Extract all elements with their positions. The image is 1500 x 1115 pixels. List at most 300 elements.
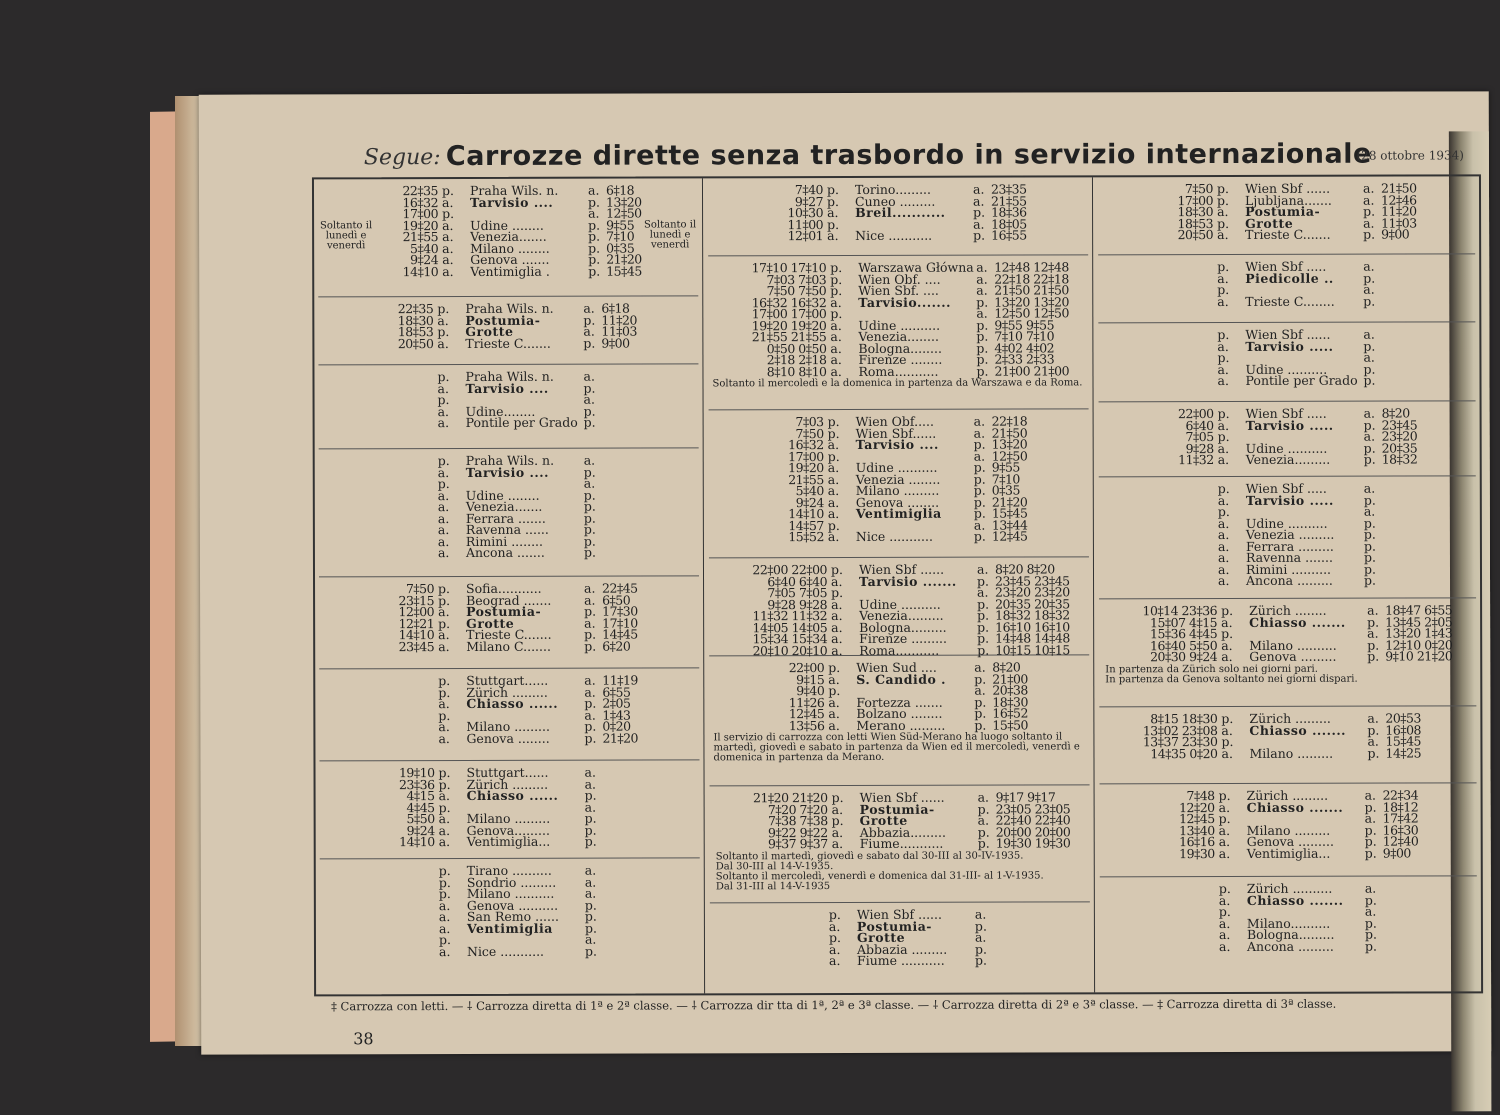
station-name: Tarvisio.......: [858, 294, 951, 310]
direction-marker: a.: [831, 836, 844, 852]
return-time: 12‡10 0‡20: [1385, 636, 1453, 653]
direction-marker: p.: [827, 517, 840, 533]
return-marker: p.: [976, 294, 989, 310]
direction-marker: p.: [830, 271, 843, 287]
station-name: Bologna.........: [859, 619, 947, 635]
return-marker: p.: [583, 498, 596, 514]
return-marker: a.: [976, 282, 988, 298]
service-days-note: Soltanto il lunedì e venerdì: [644, 219, 697, 251]
direction-marker: a.: [438, 719, 450, 735]
train-block: [319, 668, 699, 761]
station-name: Zürich ........: [1249, 602, 1327, 618]
station-name: Beograd .......: [466, 592, 552, 608]
timetable-row: [319, 414, 699, 431]
station-name: Genova ........: [855, 494, 940, 510]
departure-time: 23‡45: [398, 638, 435, 654]
return-time: 6‡18: [601, 300, 630, 316]
departure-time: 9‡27: [794, 193, 824, 209]
departure-time: 14‡05 14‡05: [752, 619, 828, 635]
return-time: 13‡20 1‡43: [1385, 625, 1453, 641]
departure-time: 19‡10: [398, 765, 435, 781]
return-time: 6‡55: [602, 684, 631, 700]
station-name: Udine ..........: [859, 596, 941, 612]
timetable-row: [318, 265, 698, 277]
return-time: 21‡20: [606, 251, 642, 267]
timetable-row: [319, 466, 699, 478]
direction-marker: p.: [438, 776, 451, 792]
departure-time: 5‡40: [410, 240, 439, 256]
return-marker: a.: [584, 799, 597, 815]
direction-marker: p.: [1217, 428, 1230, 445]
direction-marker: a.: [437, 335, 449, 351]
train-block: [319, 760, 699, 859]
direction-marker: p.: [438, 673, 451, 689]
return-marker: p.: [1363, 492, 1376, 508]
direction-marker: a.: [831, 596, 843, 612]
departure-time: 11‡32 11‡32: [752, 608, 828, 624]
return-time: 12‡45: [991, 528, 1028, 544]
return-time: 12‡40: [1382, 833, 1419, 849]
departure-time: 16‡32 16‡32: [751, 294, 827, 310]
direction-marker: a.: [438, 811, 451, 827]
station-name: Tarvisio .....: [1245, 338, 1334, 354]
return-time: 8‡20: [992, 659, 1021, 675]
direction-marker: a.: [437, 522, 450, 538]
station-name: S. Candido .: [856, 671, 946, 687]
direction-marker: p.: [828, 907, 841, 923]
return-marker: p.: [1363, 270, 1376, 286]
return-time: 9‡00: [1382, 845, 1411, 861]
return-marker: a.: [587, 182, 600, 198]
return-marker: p.: [1363, 561, 1376, 577]
return-time: 21‡20: [602, 730, 639, 746]
timetable-row: [1100, 894, 1477, 906]
return-marker: p.: [584, 822, 597, 838]
return-time: 17‡30: [602, 603, 638, 619]
direction-marker: a.: [831, 824, 844, 840]
return-marker: p.: [584, 943, 597, 959]
return-time: 8‡20 8‡20: [994, 561, 1055, 577]
return-marker: p.: [1367, 614, 1380, 630]
timetable-row: [320, 945, 700, 957]
station-name: Venezia.......: [465, 498, 543, 514]
station-name: Bolzano ........: [856, 705, 943, 721]
return-marker: p.: [583, 487, 596, 503]
station-name: Venezia.......: [470, 228, 547, 244]
departure-time: 15‡52: [788, 529, 824, 545]
station-name: Milano .........: [855, 482, 940, 498]
station-name: Udine ........: [465, 487, 540, 503]
departure-time: 20‡10 20‡10: [752, 642, 828, 658]
direction-marker: p.: [830, 283, 843, 299]
return-marker: p.: [1364, 892, 1377, 908]
return-time: 15‡45: [1385, 733, 1422, 749]
station-name: Udine ..........: [858, 317, 941, 333]
departure-time: 18‡30: [1177, 204, 1214, 220]
direction-marker: p.: [1217, 480, 1230, 497]
direction-marker: p.: [442, 206, 455, 222]
station-name: Wien Sud ....: [856, 659, 937, 675]
station-name: Chiasso .......: [1249, 722, 1347, 738]
return-marker: a.: [584, 776, 597, 792]
return-marker: p.: [1363, 338, 1376, 354]
return-marker: p.: [974, 941, 987, 957]
return-time: 21‡00: [992, 671, 1028, 687]
direction-marker: p.: [1217, 258, 1230, 275]
return-marker: a.: [1363, 503, 1376, 519]
station-name: Ventimiglia: [855, 505, 942, 521]
return-marker: a.: [976, 271, 988, 287]
train-block: [709, 655, 1089, 786]
departure-time: 9‡24: [410, 252, 439, 268]
block-footnote: Soltanto il martedì, giovedì e sabato dal 30-III al 30-IV-1935.: [715, 850, 1024, 862]
direction-marker: a.: [437, 510, 450, 526]
direction-marker: p.: [1221, 625, 1234, 642]
return-marker: a.: [584, 684, 596, 700]
return-time: 18‡32: [1381, 451, 1418, 467]
departure-time: 16‡40 5‡50: [1150, 637, 1218, 653]
timetable-row: [1098, 372, 1475, 389]
station-name: Genova ..........: [466, 897, 559, 913]
train-block: [1100, 783, 1477, 877]
return-marker: a.: [584, 885, 597, 901]
direction-marker: p.: [437, 324, 450, 340]
direction-marker: a.: [828, 694, 840, 710]
departure-time: 8‡15 18‡30: [1150, 711, 1218, 727]
direction-marker: p.: [1217, 326, 1230, 343]
timetable-row: [708, 227, 1088, 244]
direction-marker: p.: [437, 392, 450, 408]
timetable-row: [1098, 295, 1475, 307]
departure-time: 10‡14 23‡36: [1142, 603, 1218, 619]
return-marker: p.: [1363, 451, 1376, 467]
departure-time: 13‡56: [788, 717, 825, 733]
direction-marker: a.: [1217, 549, 1230, 566]
direction-marker: p.: [1217, 215, 1230, 231]
direction-marker: p.: [830, 306, 843, 322]
departure-time: 6‡40: [1185, 417, 1214, 433]
timetable-column-1: [314, 178, 705, 994]
station-name: Tarvisio ....: [465, 464, 549, 480]
station-name: Praha Wils. n.: [465, 300, 554, 316]
return-marker: p.: [588, 217, 601, 233]
return-marker: a.: [976, 305, 988, 321]
station-name: Ljubljana.......: [1245, 192, 1332, 208]
return-marker: p.: [584, 626, 597, 642]
station-name: Milano .........: [466, 718, 550, 734]
return-marker: a.: [1367, 625, 1379, 641]
station-name: Wien Sbf ......: [1244, 180, 1331, 196]
return-marker: a.: [584, 592, 596, 608]
return-time: 22‡45: [602, 580, 638, 596]
direction-marker: a.: [831, 642, 843, 658]
station-name: Bologna.........: [1246, 926, 1335, 942]
direction-marker: a.: [830, 352, 842, 368]
return-marker: p.: [1364, 938, 1377, 954]
return-time: 14‡25: [1385, 744, 1422, 761]
timetable-row: [709, 719, 1089, 731]
direction-marker: a.: [1217, 270, 1229, 286]
departure-time: 11‡32: [1178, 452, 1214, 468]
return-marker: a.: [584, 931, 597, 947]
direction-marker: p.: [437, 476, 450, 492]
departure-time: 16‡16: [1179, 834, 1215, 850]
return-marker: a.: [973, 517, 986, 533]
direction-marker: a.: [437, 415, 450, 431]
direction-marker: p.: [438, 707, 451, 723]
return-time: 2‡33 2‡33: [994, 351, 1055, 367]
return-time: 16‡30: [1382, 822, 1419, 838]
station-name: Venezia .........: [1245, 526, 1335, 542]
return-marker: p.: [1363, 372, 1376, 388]
return-marker: a.: [973, 193, 985, 209]
return-time: 9‡55 9‡55: [994, 316, 1055, 333]
departure-time: 23‡36: [398, 776, 435, 792]
return-time: 9‡10 21‡20: [1385, 648, 1453, 664]
return-marker: a.: [1367, 602, 1379, 618]
timetable-row: [319, 732, 699, 744]
return-time: 20‡53: [1385, 710, 1421, 726]
direction-marker: a.: [1217, 417, 1230, 433]
direction-marker: a.: [1218, 833, 1231, 850]
return-marker: p.: [977, 824, 990, 840]
return-marker: p.: [976, 351, 989, 367]
return-time: 18‡12: [1382, 799, 1419, 815]
train-block: [709, 557, 1089, 656]
segue-label: Segue:: [363, 145, 441, 171]
timetable-row: [709, 641, 1089, 658]
station-name: Ventimiglia .: [470, 263, 550, 279]
direction-marker: a.: [831, 619, 843, 635]
return-marker: p.: [584, 787, 597, 803]
return-marker: a.: [1363, 281, 1375, 297]
departure-time: 15‡34 15‡34: [752, 631, 828, 647]
return-time: 23‡20: [1381, 428, 1418, 444]
direction-marker: a.: [1217, 361, 1229, 377]
return-marker: a.: [973, 425, 986, 441]
timetable-row: [708, 362, 1088, 379]
departure-time: 9‡28: [1185, 440, 1214, 456]
station-name: Zürich .........: [466, 684, 548, 700]
return-time: 22‡40 22‡40: [995, 812, 1071, 828]
return-marker: p.: [1364, 833, 1377, 849]
return-marker: a.: [974, 659, 986, 675]
timetable-row: [319, 544, 699, 561]
station-name: Grotte: [1245, 215, 1294, 231]
train-block: [1098, 322, 1475, 402]
return-marker: p.: [583, 380, 596, 396]
return-marker: p.: [977, 607, 990, 623]
direction-marker: a.: [831, 801, 844, 817]
return-time: 15‡45: [991, 505, 1028, 521]
return-marker: a.: [972, 181, 985, 197]
return-time: 16‡55: [991, 227, 1027, 243]
direction-marker: a.: [1218, 845, 1231, 861]
direction-marker: p.: [1218, 880, 1231, 897]
block-footnote: In partenza da Zürich solo nei giorni pari.: [1105, 663, 1318, 675]
return-marker: p.: [1367, 722, 1380, 738]
direction-marker: a.: [827, 205, 839, 221]
departure-time: 11‡00: [787, 216, 824, 232]
direction-marker: p.: [1217, 349, 1230, 366]
direction-marker: a.: [437, 545, 450, 561]
train-block: [1098, 254, 1475, 323]
return-marker: a.: [1363, 405, 1376, 421]
departure-time: 15‡07 4‡15: [1149, 614, 1218, 630]
direction-marker: a.: [438, 696, 450, 712]
direction-marker: p.: [828, 683, 841, 699]
return-time: 21‡50 21‡50: [994, 282, 1069, 298]
return-marker: a.: [584, 615, 596, 631]
direction-marker: p.: [827, 414, 840, 430]
station-name: Praha Wils. n.: [465, 368, 554, 384]
return-marker: a.: [977, 789, 990, 805]
return-marker: p.: [588, 228, 601, 244]
timetable-row: [320, 833, 700, 850]
departure-time: 9‡28 9‡28: [767, 596, 828, 612]
return-time: 2‡05: [602, 695, 631, 711]
direction-marker: a.: [831, 608, 843, 624]
return-marker: p.: [977, 835, 990, 851]
return-time: 13‡44: [991, 517, 1028, 533]
return-marker: a.: [977, 812, 990, 828]
direction-marker: a.: [827, 471, 840, 487]
direction-marker: a.: [438, 897, 451, 913]
departure-time: 4‡45: [406, 799, 435, 815]
station-name: Wien Sbf. ....: [858, 282, 939, 298]
direction-marker: p.: [1216, 180, 1229, 197]
return-marker: p.: [1367, 637, 1380, 653]
return-marker: p.: [973, 204, 986, 220]
return-marker: a.: [1363, 258, 1375, 274]
return-time: 0‡35: [991, 482, 1020, 498]
return-time: 23‡05 23‡05: [995, 800, 1071, 817]
direction-marker: a.: [830, 329, 842, 345]
direction-marker: p.: [827, 193, 840, 209]
return-time: 10‡15 10‡15: [995, 641, 1070, 658]
departure-time: 6‡40 6‡40: [767, 573, 828, 589]
return-time: 21‡50: [991, 425, 1028, 441]
return-time: 14‡48 14‡48: [995, 630, 1070, 646]
direction-marker: p.: [438, 874, 451, 890]
return-time: 18‡05: [991, 216, 1027, 232]
direction-marker: p.: [438, 932, 451, 948]
station-name: Wien Sbf .....: [1245, 480, 1327, 496]
direction-marker: a.: [442, 263, 454, 279]
block-footnote: Dal 30-III al 14-V-1935.: [715, 860, 834, 872]
return-marker: p.: [977, 801, 990, 817]
station-name: Tarvisio ....: [855, 436, 939, 452]
train-block: [708, 177, 1088, 256]
timetable-page: [199, 91, 1492, 1054]
direction-marker: a.: [1221, 745, 1233, 761]
station-name: Firenze ........: [858, 351, 943, 367]
return-time: 23‡20 23‡20: [995, 584, 1070, 600]
return-time: 4‡02 4‡02: [994, 339, 1055, 356]
station-name: Tarvisio ....: [465, 380, 549, 396]
direction-marker: p.: [1217, 503, 1230, 520]
timetable-row: [320, 922, 700, 934]
train-block: [320, 858, 700, 993]
direction-marker: p.: [827, 425, 840, 441]
train-block: [318, 296, 698, 365]
station-name: Breil...........: [855, 204, 946, 220]
return-time: 12‡50: [606, 205, 642, 221]
direction-marker: p.: [830, 260, 843, 276]
departure-time: 15‡36 4‡45: [1149, 626, 1218, 642]
return-marker: a.: [584, 672, 596, 688]
station-name: Udine ..........: [855, 459, 938, 475]
station-name: Chiasso ......: [466, 695, 559, 711]
direction-marker: a.: [827, 506, 840, 522]
direction-marker: a.: [438, 822, 451, 838]
departure-time: 9‡22 9‡22: [767, 824, 828, 840]
station-name: Nice ...........: [855, 227, 933, 243]
return-marker: p.: [1363, 440, 1376, 456]
direction-marker: p.: [438, 799, 451, 815]
return-time: 1‡43: [602, 707, 631, 723]
direction-marker: p.: [438, 592, 451, 608]
departure-time: 22‡00: [788, 660, 825, 676]
direction-marker: a.: [442, 252, 454, 268]
departure-time: 21‡55 21‡55: [751, 329, 827, 345]
timetable-row: [1100, 847, 1477, 859]
departure-time: 17‡00: [1177, 192, 1214, 208]
return-marker: a.: [1363, 349, 1375, 365]
station-name: Tarvisio .....: [1245, 492, 1334, 508]
direction-marker: a.: [1217, 451, 1230, 468]
station-name: Trieste C.......: [465, 335, 551, 351]
return-marker: p.: [974, 717, 987, 733]
return-marker: p.: [1364, 915, 1377, 931]
station-name: Trieste C........: [1245, 293, 1335, 309]
timetable-row: [319, 640, 699, 652]
timetable-row: [709, 505, 1089, 522]
direction-marker: p.: [441, 183, 455, 199]
departure-time: 7‡03: [795, 414, 824, 430]
return-time: 23‡35: [990, 181, 1027, 197]
return-marker: p.: [583, 464, 596, 480]
return-marker: p.: [583, 533, 596, 549]
direction-marker: a.: [438, 834, 451, 850]
return-marker: p.: [1364, 572, 1377, 588]
block-footnote: Soltanto il mercoledì e la domenica in partenza da Warszawa e da Roma.: [712, 377, 1083, 390]
direction-marker: a.: [1217, 226, 1229, 243]
return-marker: a.: [583, 475, 596, 491]
return-time: 6‡18: [605, 182, 635, 198]
departure-time: 17‡00: [402, 206, 439, 222]
station-name: Wien Obf.....: [855, 413, 934, 429]
block-footnote: Il servizio di carrozza con letti Wien Süd-Merano ha luogo soltanto il martedì, giovedì e sabato in partenza da Wien ed il mercoledì, venerdì e domenica in partenza da Merano.: [713, 731, 1080, 764]
return-marker: p.: [1363, 538, 1376, 554]
return-marker: a.: [583, 368, 595, 384]
return-marker: p.: [973, 227, 986, 243]
station-name: Rimini ........: [465, 533, 544, 549]
direction-marker: a.: [1217, 293, 1229, 309]
station-name: Milano ..........: [466, 885, 555, 901]
return-marker: p.: [588, 240, 601, 256]
departure-time: 10‡30: [787, 205, 824, 221]
direction-marker: p.: [437, 453, 450, 469]
station-name: Piedicolle ..: [1245, 270, 1334, 286]
station-name: Warszawa Główna: [858, 259, 974, 275]
return-marker: p.: [583, 414, 596, 430]
timetable-row: [1100, 801, 1477, 813]
direction-marker: p.: [437, 369, 450, 385]
direction-marker: a.: [830, 317, 842, 333]
timetable-row: [1099, 419, 1476, 431]
return-marker: p.: [583, 312, 596, 328]
